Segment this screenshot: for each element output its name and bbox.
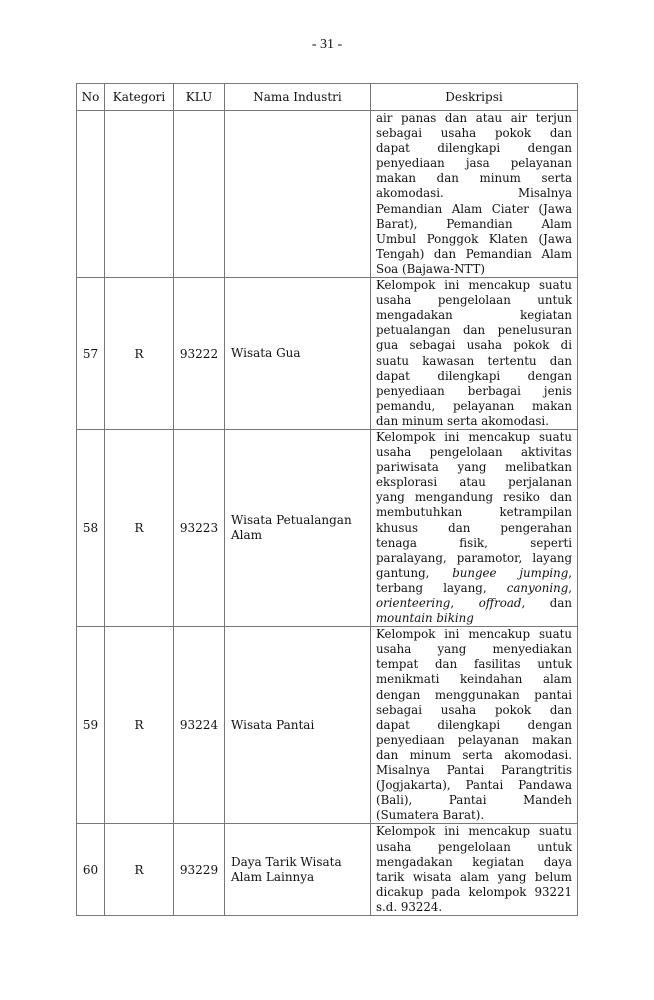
description-line: Pemandian Alam Ciater (Jawa [376,201,572,216]
header-klu: KLU [174,84,225,111]
table-row [77,824,578,916]
description-line: Umbul Ponggok Klaten (Jawa [376,231,572,246]
description-line: dan minum serta akomodasi. [376,747,572,762]
industry-table [76,83,578,916]
description-line: Kelompok ini mencakup suatu [376,429,572,444]
cell-klu: 93222 [174,278,225,430]
description-line: usaha pengelolaan untuk [376,839,572,854]
cell-deskripsi [371,278,578,430]
description-line: Kelompok ini mencakup suatu [376,278,572,293]
description-text: , [568,565,572,580]
description-line: pariwisata yang melibatkan [376,460,572,475]
cell-deskripsi [371,824,578,916]
cell-klu: 93229 [174,824,225,916]
description-text: , dan [521,596,572,610]
cell-no: 59 [77,627,105,824]
description-line: mengadakan kegiatan [376,308,572,323]
description-line: tenaga fisik, seperti [376,535,572,550]
description-line: Soa (Bajawa-NTT) [376,261,485,276]
description-line: Kelompok ini mencakup suatu [376,627,572,642]
description-line: (Jogjakarta), Pantai Pandawa [376,778,572,793]
description-line: sebagai usaha pokok dan [376,126,572,141]
cell-deskripsi [371,111,578,278]
cell-kategori: R [105,278,174,430]
description-line: mengadakan kegiatan daya [376,854,572,869]
cell-no [77,111,105,278]
description-italic-term: offroad [478,596,522,610]
description-line [376,596,572,611]
cell-deskripsi [371,429,578,626]
header-no: No [77,84,105,111]
description-line: (Sumatera Barat). [376,808,485,823]
cell-deskripsi [371,627,578,824]
description-italic-term: canyoning [506,580,569,595]
description-line: Misalnya Pantai Parangtritis [376,763,572,778]
description-line: khusus dan pengerahan [376,520,572,535]
table-row [77,278,578,430]
description-line: sebagai usaha pokok dan [376,702,572,717]
cell-nama-industri: Wisata Gua [225,278,371,430]
description-line: dan minum serta akomodasi. [376,413,549,428]
description-line: dapat dilengkapi dengan [376,717,572,732]
cell-no: 57 [77,278,105,430]
description-line: dengan menggunakan pantai [376,687,572,702]
description-line: pemandu, pelayanan makan [376,398,572,413]
table-row [77,627,578,824]
description-italic-term: mountain biking [376,611,474,626]
description-line: (Bali), Pantai Mandeh [376,793,572,808]
description-line: yang mengandung resiko dan [376,490,572,505]
table-header-row [77,84,578,111]
description-line: Tengah) dan Pemandian Alam [376,246,572,261]
description-line: usaha yang menyediakan [376,642,572,657]
page-number: - 31 - [311,37,343,52]
description-line: menikmati keindahan alam [376,672,572,687]
header-nama-industri: Nama Industri [225,84,371,111]
cell-kategori [105,111,174,278]
description-line: dapat dilengkapi dengan [376,141,572,156]
description-line: penyediaan pelayanan makan [376,732,572,747]
cell-nama-industri [225,111,371,278]
cell-nama-industri: Wisata Pantai [225,627,371,824]
description-italic-term: orienteering [376,596,451,610]
cell-kategori: R [105,429,174,626]
header-deskripsi: Deskripsi [371,84,578,111]
description-line: usaha pengelolaan untuk [376,293,572,308]
description-text: terbang layang, [376,580,507,595]
description-line [376,566,572,581]
description-line: petualangan dan penelusuran [376,323,572,338]
description-line: eksplorasi atau perjalanan [376,475,572,490]
description-line: membutuhkan ketrampilan [376,505,572,520]
description-text: , [568,580,572,595]
description-line: gua sebagai usaha pokok di [376,338,572,353]
cell-klu [174,111,225,278]
description-line [376,581,572,596]
description-text: , [450,596,479,610]
description-line: air panas dan atau air terjun [376,111,572,125]
description-line: Kelompok ini mencakup suatu [376,824,572,839]
cell-nama-industri: Daya Tarik Wisata Alam Lainnya [225,824,371,916]
description-line: s.d. 93224. [376,899,443,914]
cell-klu: 93223 [174,429,225,626]
description-line: penyediaan berbagai jenis [376,383,572,398]
description-line: Barat), Pemandian Alam [376,216,572,231]
description-line [376,611,572,626]
cell-nama-industri: Wisata Petualangan Alam [225,429,371,626]
cell-kategori: R [105,824,174,916]
description-line: paralayang, paramotor, layang [376,550,572,565]
table-row [77,111,578,278]
description-text: gantung, [376,565,453,580]
cell-no: 58 [77,429,105,626]
description-line: tempat dan fasilitas untuk [376,657,572,672]
description-line: dicakup pada kelompok 93221 [376,884,572,899]
description-line: tarik wisata alam yang belum [376,869,572,884]
description-line: suatu kawasan tertentu dan [376,353,572,368]
cell-no: 60 [77,824,105,916]
description-line: penyediaan jasa pelayanan [376,156,572,171]
table-row [77,429,578,626]
description-line: makan dan minum serta [376,171,572,186]
header-kategori: Kategori [105,84,174,111]
cell-klu: 93224 [174,627,225,824]
cell-kategori: R [105,627,174,824]
description-italic-term: bungee jumping [452,565,569,580]
description-line: akomodasi. Misalnya [376,186,572,201]
description-line: dapat dilengkapi dengan [376,368,572,383]
description-line: usaha pengelolaan aktivitas [376,445,572,460]
